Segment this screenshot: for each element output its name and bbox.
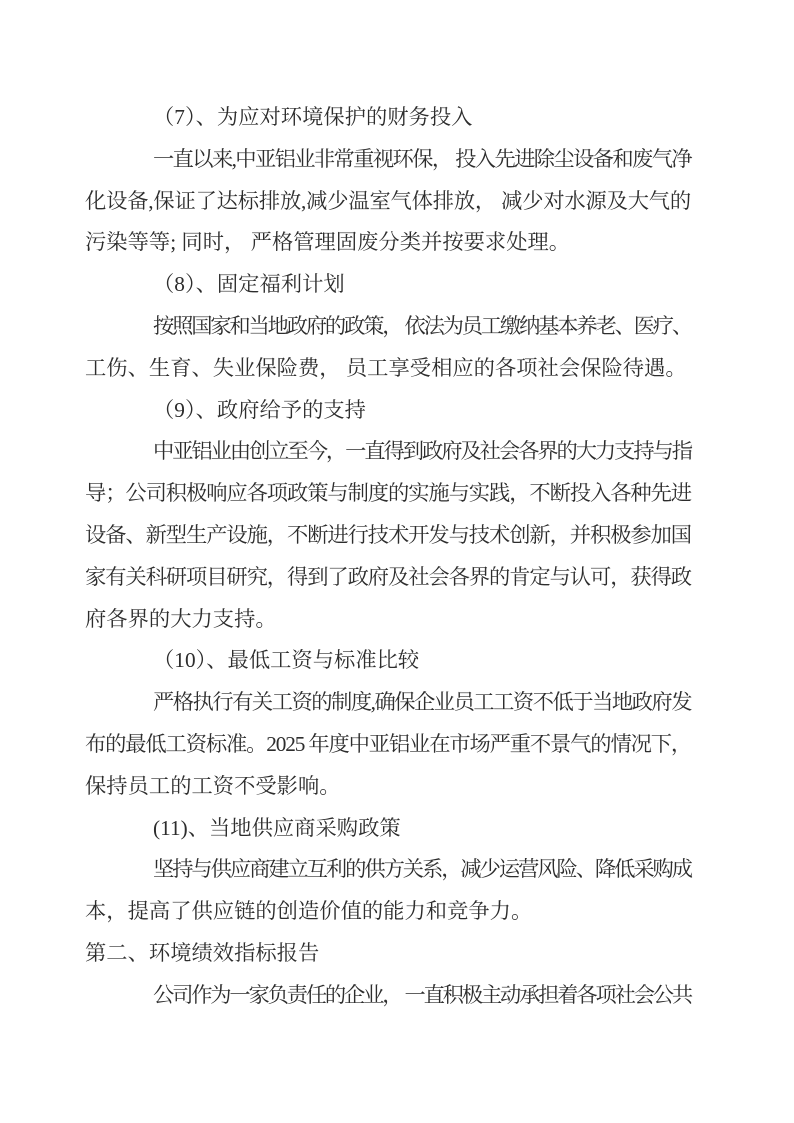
para-line	[85, 891, 691, 933]
text-run: 中亚铝业由创立至今，一直得到政府及社会各界的大力支持与指	[153, 439, 691, 464]
para-line	[85, 599, 691, 641]
para-line	[85, 724, 691, 766]
text-run: （9）、政府给予的支持	[153, 397, 366, 422]
heading-item-11	[85, 808, 691, 850]
text-run: 污染等等; 同时， 严格管理固废分类并按要求处理。	[85, 230, 571, 255]
para-line	[85, 557, 691, 599]
text-run: 本，提高了供应链的创造价值的能力和竞争力。	[85, 899, 533, 924]
text-run: 坚持与供应商建立互利的供方关系，减少运营风险、降低采购成	[153, 857, 691, 882]
text-run: 化设备,保证了达标排放,减少温室气体排放， 减少对水源及大气的	[85, 188, 691, 213]
para-line	[85, 473, 691, 515]
text-run: （8）、固定福利计划	[153, 272, 345, 297]
text-run: 第二、环境绩效指标报告	[85, 940, 320, 965]
heading-item-9	[85, 390, 691, 432]
text-run: 一直以来,中亚铝业非常重视环保， 投入先进除尘设备和废气净	[153, 146, 691, 171]
text-run: (11)、当地供应商采购政策	[153, 815, 401, 840]
text-run: 保持员工的工资不受影响。	[85, 773, 341, 798]
text-run: 府各界的大力支持。	[85, 606, 277, 631]
para-line	[85, 849, 691, 891]
heading-item-8	[85, 264, 691, 306]
para-line	[85, 766, 691, 808]
para-line	[85, 139, 691, 181]
para-line	[85, 306, 691, 348]
para-line	[85, 515, 691, 557]
para-line	[85, 348, 691, 390]
text-run: 布的最低工资标准。2025 年度中亚铝业在市场严重不景气的情况下，	[85, 731, 691, 756]
para-line	[85, 181, 691, 223]
text-run: 导；公司积极响应各项政策与制度的实施与实践，不断投入各种先进	[85, 481, 691, 506]
text-run: （10）、最低工资与标准比较	[153, 648, 420, 673]
para-line	[85, 682, 691, 724]
text-run: （7）、为应对环境保护的财务投入	[153, 105, 473, 129]
text-run: 公司作为一家负责任的企业， 一直积极主动承担着各项社会公共	[153, 982, 691, 1007]
text-run: 严格执行有关工资的制度,确保企业员工工资不低于当地政府发	[153, 690, 691, 715]
document-body	[85, 97, 691, 1017]
heading-item-7	[85, 97, 691, 139]
text-run: 设备、新型生产设施，不断进行技术开发与技术创新，并积极参加国	[85, 522, 691, 547]
heading-item-10	[85, 640, 691, 682]
section-heading-2	[85, 933, 691, 975]
para-line	[85, 222, 691, 264]
text-run: 家有关科研项目研究，得到了政府及社会各界的肯定与认可，获得政	[85, 564, 691, 589]
para-line	[85, 975, 691, 1017]
text-run: 按照国家和当地政府的政策， 依法为员工缴纳基本养老、医疗、	[153, 313, 691, 338]
para-line	[85, 431, 691, 473]
text-run: 工伤、生育、失业保险费， 员工享受相应的各项社会保险待遇。	[85, 355, 687, 380]
